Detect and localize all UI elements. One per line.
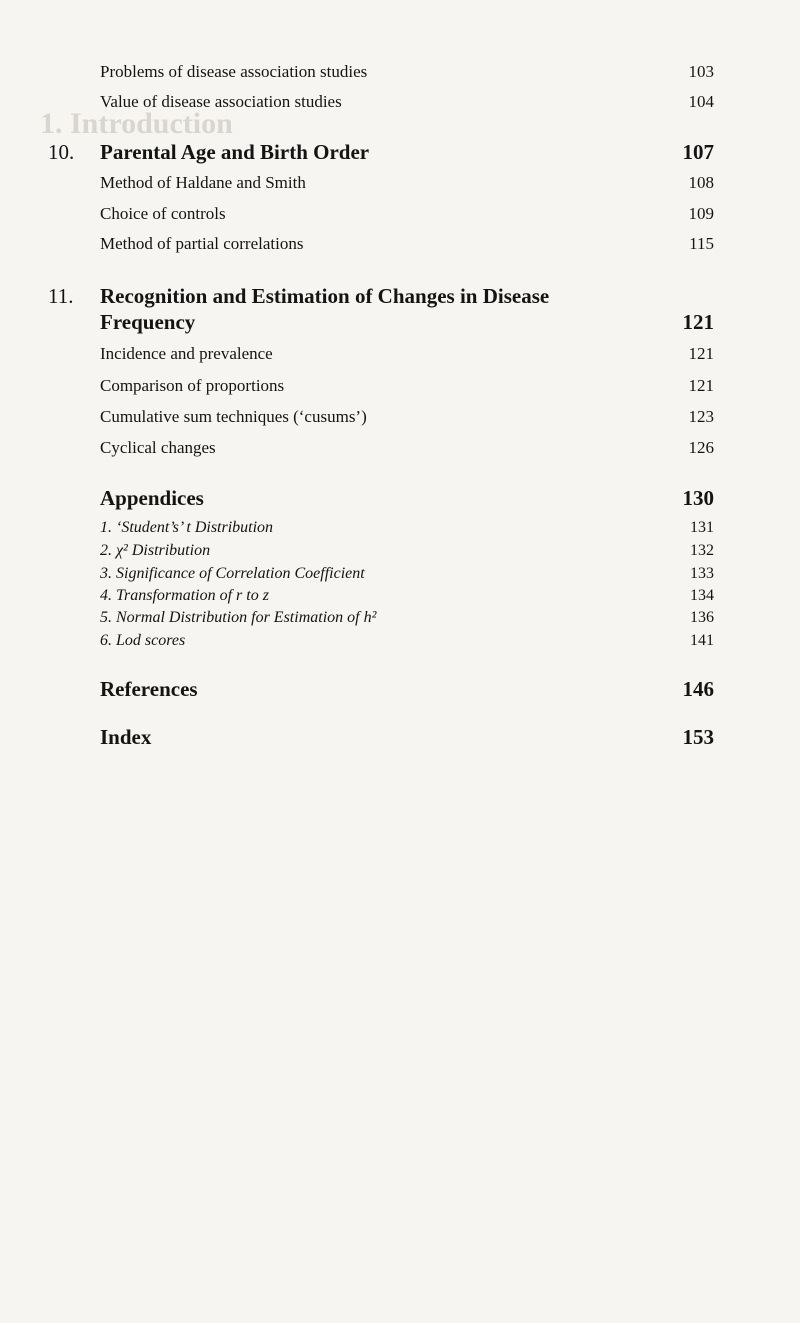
appendix-title: 4. Transformation of r to z (100, 587, 269, 604)
appendix-title: 3. Significance of Correlation Coefficient (100, 565, 365, 582)
appendix-entry[interactable] (100, 587, 714, 605)
appendix-page: 133 (690, 565, 714, 582)
toc-entry-page: 109 (688, 204, 714, 223)
toc-entry[interactable] (100, 92, 714, 112)
toc-entry[interactable] (100, 62, 714, 82)
chapter-title: Parental Age and Birth Order (100, 140, 370, 164)
chapter-title-line2: Frequency (100, 310, 196, 334)
toc-entry-page: 121 (688, 344, 714, 363)
appendix-title: 5. Normal Distribution for Estimation of h² (100, 609, 377, 626)
appendix-page: 132 (690, 542, 714, 559)
toc-entry-title: Choice of controls (100, 204, 226, 223)
section-heading[interactable] (100, 486, 714, 511)
section-title: Appendices (100, 486, 204, 510)
toc-entry-page: 115 (689, 234, 714, 253)
section-page: 130 (682, 486, 714, 510)
chapter-page: 121 (682, 310, 714, 334)
show-through-texture: 1. Introduction (40, 107, 233, 140)
toc-entry-title: Cyclical changes (100, 438, 216, 457)
toc-entry[interactable] (100, 234, 714, 254)
appendix-entry[interactable] (100, 565, 714, 583)
toc-entry-title: Value of disease association studies (100, 92, 342, 111)
appendix-title: 2. χ² Distribution (100, 542, 211, 559)
toc-entry-page: 104 (688, 92, 714, 111)
appendix-page: 134 (690, 587, 714, 604)
toc-entry-title: Problems of disease association studies (100, 62, 368, 81)
toc-entry[interactable] (100, 407, 714, 427)
toc-entry-page: 108 (688, 173, 714, 192)
section-title: References (100, 677, 198, 701)
toc-entry[interactable] (100, 204, 714, 224)
appendix-entry[interactable] (100, 609, 714, 627)
appendix-entry[interactable] (100, 519, 714, 537)
section-page: 146 (682, 677, 714, 701)
chapter-number: 10. (48, 140, 75, 164)
appendix-page: 131 (690, 519, 714, 536)
appendix-page: 141 (690, 632, 714, 649)
section-heading[interactable] (100, 725, 714, 750)
toc-entry[interactable] (100, 173, 714, 193)
chapter-page: 107 (682, 140, 714, 164)
toc-entry-title: Incidence and prevalence (100, 344, 273, 363)
appendix-entry[interactable] (100, 542, 714, 560)
toc-entry-title: Method of Haldane and Smith (100, 173, 306, 192)
toc-entry-title: Method of partial correlations (100, 234, 304, 253)
toc-entry-page: 103 (688, 62, 714, 81)
toc-entry-title: Cumulative sum techniques (‘cusums’) (100, 407, 367, 426)
chapter-title-line1: Recognition and Estimation of Changes in Disease (100, 284, 550, 308)
toc-entry-page: 123 (688, 407, 714, 426)
toc-entry-page: 126 (688, 438, 714, 457)
toc-entry[interactable] (100, 376, 714, 396)
appendix-page: 136 (690, 609, 714, 626)
appendix-title: 1. ‘Student’s’ t Distribution (100, 519, 274, 536)
chapter-number: 11. (48, 284, 74, 308)
toc-entry-page: 121 (688, 376, 714, 395)
appendix-title: 6. Lod scores (100, 632, 186, 649)
chapter-heading[interactable] (100, 140, 714, 165)
chapter-heading[interactable] (100, 284, 714, 309)
section-title: Index (100, 725, 152, 749)
section-heading[interactable] (100, 677, 714, 702)
toc-entry-title: Comparison of proportions (100, 376, 285, 395)
section-page: 153 (682, 725, 714, 749)
toc-entry[interactable] (100, 438, 714, 458)
toc-entry[interactable] (100, 344, 714, 364)
chapter-heading-continued[interactable] (100, 310, 714, 335)
appendix-entry[interactable] (100, 632, 714, 650)
